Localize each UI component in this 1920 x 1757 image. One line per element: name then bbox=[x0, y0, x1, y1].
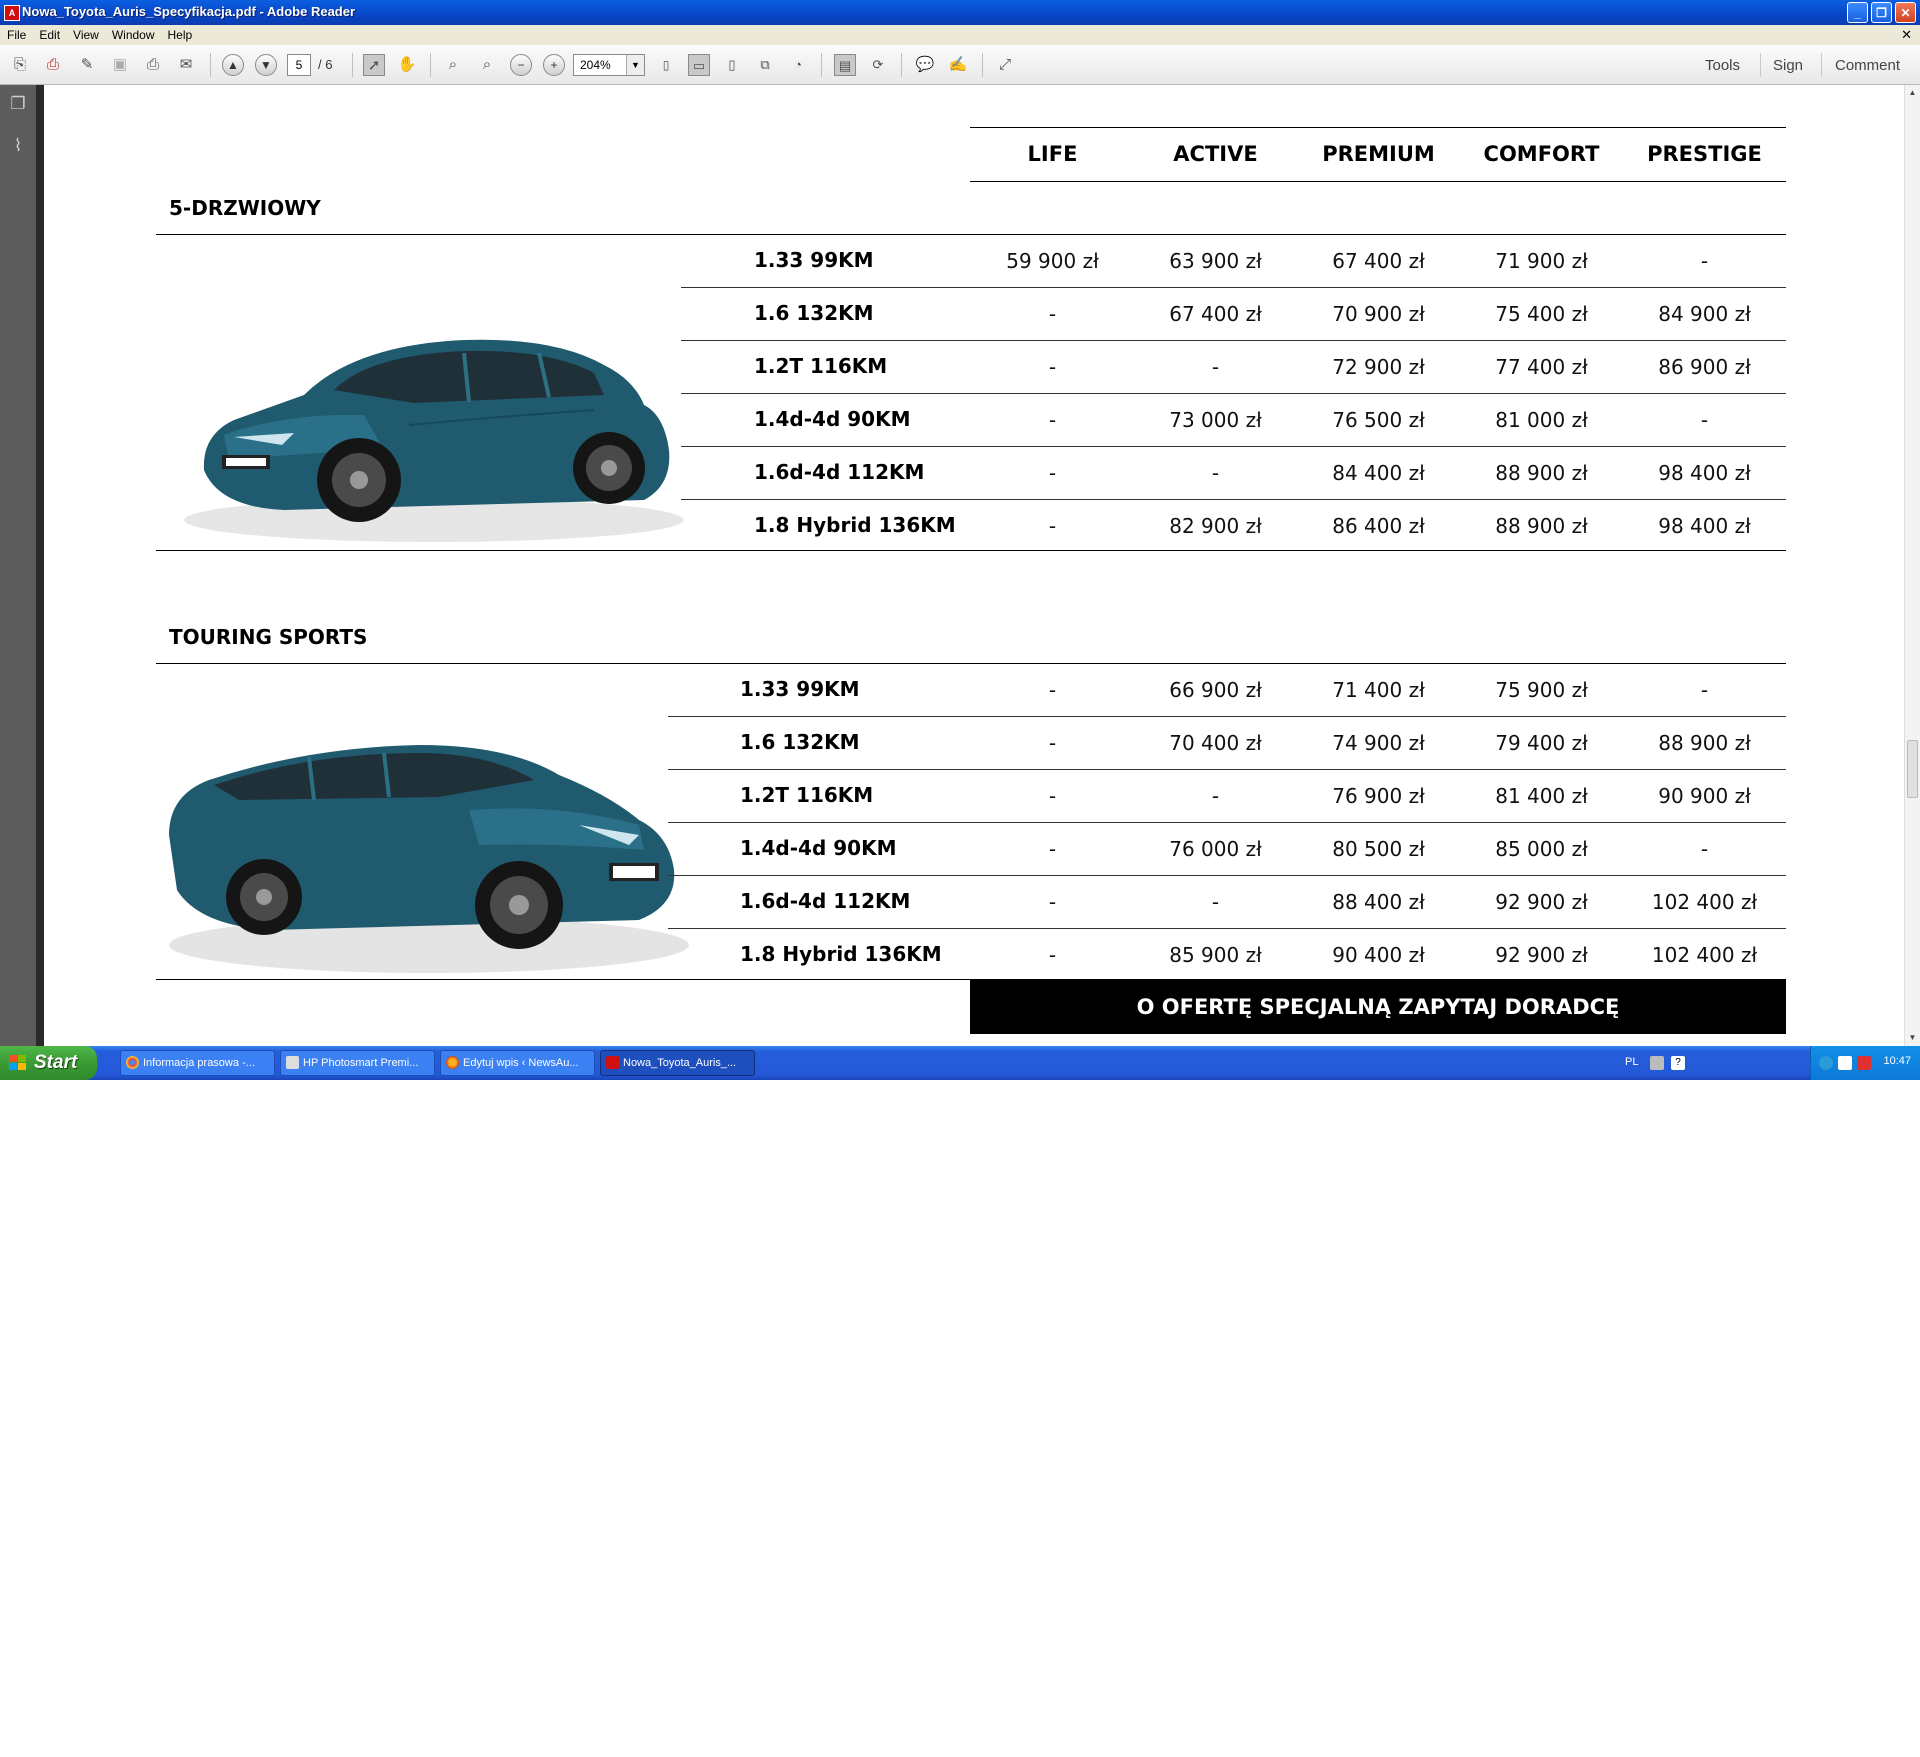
price-cell: - bbox=[1700, 249, 1709, 273]
price-cell: 67 400 zł bbox=[1169, 302, 1262, 326]
menu-file[interactable]: File bbox=[7, 28, 27, 42]
price-cell: - bbox=[1211, 784, 1220, 808]
zoom-in-icon[interactable]: + bbox=[543, 54, 565, 76]
price-cell: - bbox=[1048, 890, 1057, 914]
language-indicator[interactable]: PL bbox=[1625, 1056, 1639, 1068]
menu-edit[interactable]: Edit bbox=[39, 28, 61, 42]
price-cell: 90 400 zł bbox=[1332, 943, 1425, 967]
create-pdf-icon[interactable]: ⎘ bbox=[13, 56, 26, 73]
actual-size-icon[interactable]: ▯ bbox=[662, 58, 670, 72]
price-cell: 75 900 zł bbox=[1495, 678, 1588, 702]
dynamic-zoom-icon[interactable]: ⌕ bbox=[482, 56, 492, 73]
price-cell: 88 900 zł bbox=[1495, 514, 1588, 538]
engine-label: 1.6 132KM bbox=[754, 301, 874, 325]
price-cell: 79 400 zł bbox=[1495, 731, 1588, 755]
price-cell: - bbox=[1700, 837, 1709, 861]
column-active: ACTIVE bbox=[1173, 142, 1258, 166]
engine-label: 1.4d-4d 90KM bbox=[740, 836, 897, 860]
engine-label: 1.6d-4d 112KM bbox=[740, 889, 911, 913]
sticky-note-icon[interactable]: 💬 bbox=[915, 56, 935, 73]
task-label: Informacja prasowa -... bbox=[143, 1057, 255, 1069]
zoom-select[interactable] bbox=[573, 54, 645, 76]
price-cell: - bbox=[1211, 890, 1220, 914]
tools-link[interactable]: Tools bbox=[1705, 57, 1741, 74]
print-icon[interactable]: ⎙ bbox=[146, 56, 159, 73]
price-cell: - bbox=[1048, 302, 1057, 326]
fit-page-icon[interactable]: ▭ bbox=[688, 54, 710, 76]
mail-icon[interactable] bbox=[1838, 1056, 1852, 1070]
price-cell: 63 900 zł bbox=[1169, 249, 1262, 273]
price-cell: - bbox=[1048, 678, 1057, 702]
price-cell: 92 900 zł bbox=[1495, 890, 1588, 914]
sign-link[interactable]: Sign bbox=[1773, 57, 1804, 74]
page-layout-icon[interactable]: ⧉ bbox=[760, 57, 770, 72]
price-cell: 76 500 zł bbox=[1332, 408, 1425, 432]
marquee-zoom-icon[interactable]: ⌕ bbox=[448, 56, 458, 73]
engine-label: 1.33 99KM bbox=[754, 248, 874, 272]
pdf-page bbox=[44, 85, 1904, 1046]
page-thumbnails-icon[interactable]: ❐ bbox=[10, 94, 26, 113]
task-hp-photosmart[interactable] bbox=[280, 1050, 435, 1076]
table-row bbox=[44, 446, 1804, 499]
price-cell: - bbox=[1048, 837, 1057, 861]
engine-label: 1.33 99KM bbox=[740, 677, 860, 701]
edit-pdf-icon[interactable]: ✎ bbox=[80, 56, 94, 73]
price-cell: 77 400 zł bbox=[1495, 355, 1588, 379]
price-cell: 84 900 zł bbox=[1658, 302, 1751, 326]
table-row bbox=[44, 393, 1804, 446]
price-cell: 85 000 zł bbox=[1495, 837, 1588, 861]
price-cell: 88 400 zł bbox=[1332, 890, 1425, 914]
email-icon[interactable]: ✉ bbox=[179, 56, 193, 73]
adobe-reader-icon: A bbox=[4, 5, 20, 21]
menu-view[interactable]: View bbox=[73, 28, 99, 42]
chrome-icon bbox=[126, 1056, 139, 1069]
page-number-input[interactable]: 5 bbox=[287, 54, 311, 76]
column-prestige: PRESTIGE bbox=[1647, 142, 1762, 166]
read-mode-icon[interactable]: ◔ bbox=[794, 57, 802, 72]
price-cell: 66 900 zł bbox=[1169, 678, 1262, 702]
price-cell: - bbox=[1048, 461, 1057, 485]
price-cell: 76 900 zł bbox=[1332, 784, 1425, 808]
table-row bbox=[44, 340, 1804, 393]
window-title: Nowa_Toyota_Auris_Specyfikacja.pdf - Adobe Reader bbox=[22, 4, 356, 19]
price-cell: - bbox=[1700, 678, 1709, 702]
task-label: Nowa_Toyota_Auris_... bbox=[623, 1057, 737, 1069]
price-cell: 75 400 zł bbox=[1495, 302, 1588, 326]
table-row bbox=[44, 822, 1804, 875]
table-row bbox=[44, 663, 1804, 716]
price-cell: 67 400 zł bbox=[1332, 249, 1425, 273]
section-title-touring-sports: TOURING SPORTS bbox=[169, 625, 368, 649]
adobe-reader-icon bbox=[606, 1056, 619, 1069]
price-cell: 98 400 zł bbox=[1658, 461, 1751, 485]
system-tray bbox=[1810, 1046, 1920, 1080]
title-bar bbox=[0, 0, 1920, 25]
printer-app-icon bbox=[286, 1056, 299, 1069]
column-premium: PREMIUM bbox=[1322, 142, 1435, 166]
price-cell: 88 900 zł bbox=[1495, 461, 1588, 485]
navigation-pane bbox=[0, 85, 44, 1046]
price-cell: - bbox=[1048, 355, 1057, 379]
zoom-value: 204% bbox=[580, 58, 611, 72]
price-cell: 82 900 zł bbox=[1169, 514, 1262, 538]
keyboard-icon[interactable] bbox=[1650, 1056, 1664, 1070]
table-row bbox=[44, 875, 1804, 928]
menu-help[interactable]: Help bbox=[167, 28, 193, 42]
maximize-button[interactable]: ❐ bbox=[1871, 2, 1892, 23]
task-label: HP Photosmart Premi... bbox=[303, 1057, 419, 1069]
engine-label: 1.8 Hybrid 136KM bbox=[754, 513, 956, 537]
engine-label: 1.8 Hybrid 136KM bbox=[740, 942, 942, 966]
scroll-down-icon[interactable]: ▼ bbox=[1908, 1033, 1917, 1042]
select-tool-icon[interactable]: ➚ bbox=[363, 54, 385, 76]
table-row bbox=[44, 769, 1804, 822]
column-life: LIFE bbox=[1027, 142, 1078, 166]
section-title-5-drzwiowy: 5-DRZWIOWY bbox=[169, 196, 321, 220]
table-row bbox=[44, 287, 1804, 340]
table-row bbox=[44, 234, 1804, 287]
price-cell: 70 400 zł bbox=[1169, 731, 1262, 755]
price-cell: 88 900 zł bbox=[1658, 731, 1751, 755]
engine-label: 1.6 132KM bbox=[740, 730, 860, 754]
engine-label: 1.2T 116KM bbox=[740, 783, 874, 807]
price-cell: 59 900 zł bbox=[1006, 249, 1099, 273]
fit-width-icon[interactable]: ▯ bbox=[728, 57, 736, 72]
price-cell: 81 400 zł bbox=[1495, 784, 1588, 808]
clock: 10:47 bbox=[1883, 1055, 1911, 1067]
engine-label: 1.6d-4d 112KM bbox=[754, 460, 925, 484]
attachments-icon[interactable]: ⌇ bbox=[13, 136, 23, 155]
price-cell: 102 400 zł bbox=[1651, 943, 1758, 967]
page-total: / 6 bbox=[318, 57, 333, 72]
engine-label: 1.2T 116KM bbox=[754, 354, 888, 378]
firefox-icon bbox=[446, 1056, 459, 1069]
special-offer-banner: O OFERTĘ SPECJALNĄ ZAPYTAJ DORADCĘ bbox=[970, 980, 1786, 1034]
task-firefox[interactable] bbox=[440, 1050, 595, 1076]
comment-link[interactable]: Comment bbox=[1835, 57, 1901, 74]
price-cell: 84 400 zł bbox=[1332, 461, 1425, 485]
price-cell: 70 900 zł bbox=[1332, 302, 1425, 326]
task-adobe-reader[interactable] bbox=[600, 1050, 755, 1076]
chevron-down-icon[interactable]: ▼ bbox=[626, 55, 644, 75]
price-cell: 73 000 zł bbox=[1169, 408, 1262, 432]
windows-logo-icon bbox=[9, 1055, 27, 1071]
price-cell: 81 000 zł bbox=[1495, 408, 1588, 432]
price-cell: 80 500 zł bbox=[1332, 837, 1425, 861]
price-cell: 86 900 zł bbox=[1658, 355, 1751, 379]
price-cell: 85 900 zł bbox=[1169, 943, 1262, 967]
scroll-up-icon[interactable]: ▲ bbox=[1908, 88, 1917, 97]
toolbar bbox=[0, 45, 1920, 85]
price-cell: - bbox=[1048, 514, 1057, 538]
two-page-icon[interactable]: ▤ bbox=[834, 54, 856, 76]
price-cell: 92 900 zł bbox=[1495, 943, 1588, 967]
hand-tool-icon[interactable]: ✋ bbox=[397, 56, 417, 73]
price-cell: - bbox=[1048, 943, 1057, 967]
menu-window[interactable]: Window bbox=[111, 28, 155, 42]
table-row bbox=[44, 499, 1804, 552]
price-cell: 102 400 zł bbox=[1651, 890, 1758, 914]
minimize-button[interactable]: _ bbox=[1847, 2, 1868, 23]
start-label: Start bbox=[34, 1052, 78, 1073]
price-cell: 98 400 zł bbox=[1658, 514, 1751, 538]
price-cell: - bbox=[1048, 731, 1057, 755]
price-cell: - bbox=[1211, 355, 1220, 379]
price-cell: 72 900 zł bbox=[1332, 355, 1425, 379]
price-cell: - bbox=[1700, 408, 1709, 432]
price-cell: 74 900 zł bbox=[1332, 731, 1425, 755]
rotate-icon[interactable]: ⟳ bbox=[872, 57, 884, 72]
save-icon[interactable]: ▣ bbox=[112, 56, 128, 73]
price-cell: 90 900 zł bbox=[1658, 784, 1751, 808]
help-icon[interactable]: ? bbox=[1671, 1056, 1685, 1070]
price-cell: 71 400 zł bbox=[1332, 678, 1425, 702]
price-cell: - bbox=[1211, 461, 1220, 485]
engine-label: 1.4d-4d 90KM bbox=[754, 407, 911, 431]
menu-bar bbox=[0, 25, 1920, 45]
price-cell: 71 900 zł bbox=[1495, 249, 1588, 273]
price-cell: 76 000 zł bbox=[1169, 837, 1262, 861]
task-label: Edytuj wpis ‹ NewsAu... bbox=[463, 1057, 579, 1069]
document-view[interactable] bbox=[44, 85, 1904, 1046]
scrollbar-thumb[interactable] bbox=[1907, 740, 1918, 798]
table-row bbox=[44, 716, 1804, 769]
price-cell: - bbox=[1048, 784, 1057, 808]
full-screen-icon[interactable]: ⤢ bbox=[998, 56, 1011, 73]
next-page-icon[interactable]: ▼ bbox=[255, 54, 277, 76]
table-row bbox=[44, 928, 1804, 981]
price-cell: - bbox=[1048, 408, 1057, 432]
close-document-icon[interactable]: ✕ bbox=[1901, 27, 1912, 42]
task-chrome[interactable] bbox=[120, 1050, 275, 1076]
start-button[interactable] bbox=[0, 1046, 97, 1080]
taskbar bbox=[0, 1046, 1920, 1080]
previous-page-icon[interactable]: ▲ bbox=[222, 54, 244, 76]
convert-pdf-icon[interactable]: ⎙ bbox=[46, 56, 59, 73]
price-cell: 86 400 zł bbox=[1332, 514, 1425, 538]
network-icon[interactable] bbox=[1819, 1056, 1833, 1070]
column-comfort: COMFORT bbox=[1483, 142, 1600, 166]
highlight-icon[interactable]: ✍ bbox=[948, 56, 968, 73]
zoom-out-icon[interactable]: − bbox=[510, 54, 532, 76]
close-button[interactable]: ✕ bbox=[1895, 2, 1916, 23]
security-icon[interactable] bbox=[1857, 1056, 1871, 1070]
vertical-scrollbar[interactable] bbox=[1904, 85, 1920, 1046]
